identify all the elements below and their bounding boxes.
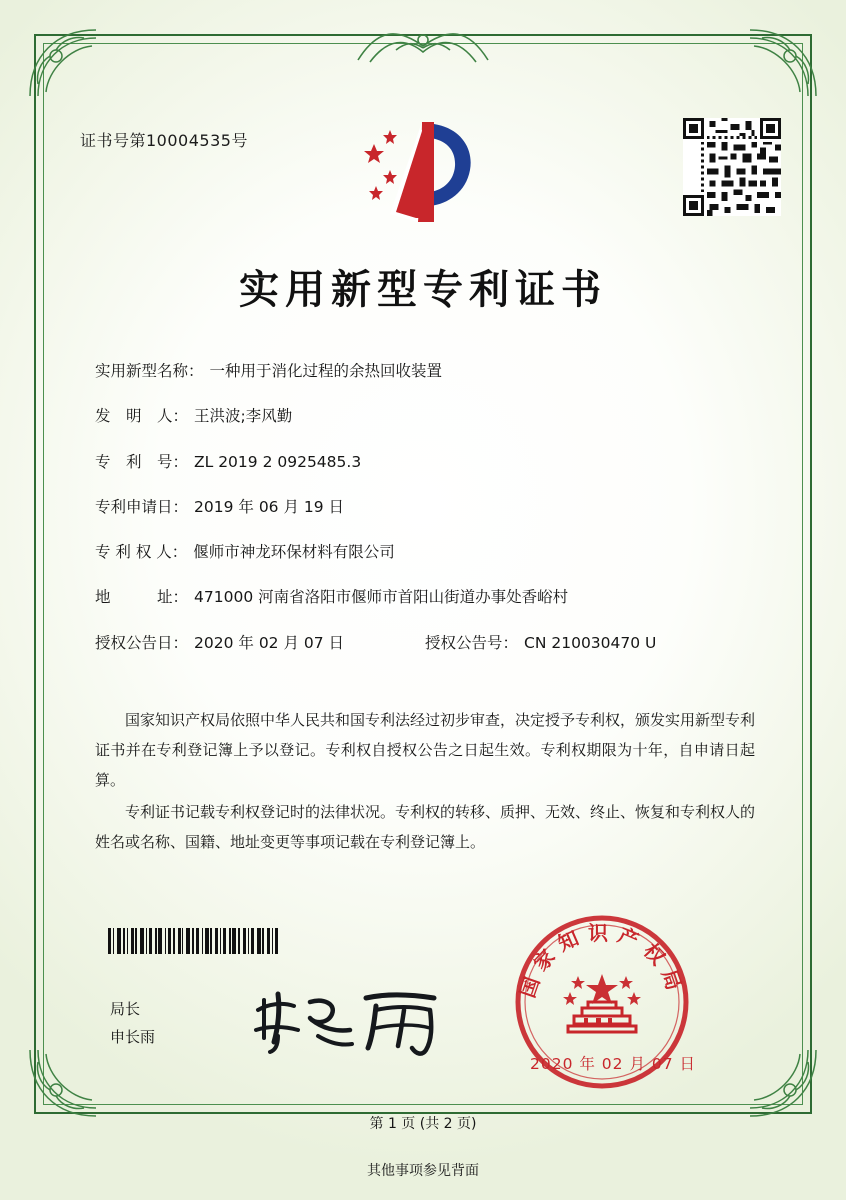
field-value: 471000 河南省洛阳市偃师市首阳山街道办事处香峪村	[194, 588, 569, 607]
field-label: 实用新型名称：	[95, 362, 204, 380]
director-name: 申长雨	[110, 1028, 156, 1046]
grant-date-label: 授权公告日：	[95, 633, 189, 652]
seal-date: 2020 年 02 月 07 日	[530, 1055, 697, 1073]
qr-code	[683, 118, 781, 216]
certificate-number: 证书号第10004535号	[80, 131, 248, 150]
field-value: 一种用于消化过程的余热回收装置	[209, 362, 443, 380]
page-title: 实用新型专利证书	[239, 267, 607, 313]
svg-text:国家知识产权局: 国家知识产权局	[515, 921, 689, 1001]
barcode	[108, 928, 336, 954]
field-inventor	[95, 405, 755, 428]
grant-number-value: CN 210030470 U	[524, 633, 657, 652]
field-list	[95, 360, 755, 677]
legal-text-block	[95, 705, 755, 859]
field-address	[95, 586, 755, 609]
field-label: 专利申请日：	[95, 497, 189, 516]
field-label: 专 利 权 人：	[95, 543, 188, 561]
legal-paragraph-1: 国家知识产权局依照中华人民共和国专利法经过初步审查，决定授予专利权，颁发实用新型专利证书并在专利登记簿上予以登记。专利权自授权公告之日起生效。专利权期限为十年，自申请日起算。	[95, 711, 756, 789]
page-number: 第 1 页 (共 2 页)	[369, 1116, 477, 1132]
field-patent-number	[95, 451, 755, 474]
cnipa-logo-icon	[360, 118, 480, 228]
field-value: 偃师市神龙环保材料有限公司	[193, 543, 395, 561]
top-ornament-decoration	[348, 20, 498, 72]
grant-date-value: 2020 年 02 月 07 日	[194, 633, 345, 652]
back-side-note: 其他事项参见背面	[367, 1163, 479, 1179]
field-label: 专 利 号：	[95, 452, 189, 471]
field-value: ZL 2019 2 0925485.3	[194, 452, 362, 471]
field-label: 地 址：	[95, 588, 189, 607]
field-application-date	[95, 496, 755, 519]
director-label: 局长	[110, 1000, 141, 1018]
legal-paragraph-2: 专利证书记载专利权登记时的法律状况。专利权的转移、质押、无效、终止、恢复和专利权人的姓名或名称、国籍、地址变更等事项记载在专利登记簿上。	[95, 803, 756, 851]
field-utility-model-name	[95, 360, 755, 383]
handwritten-signature	[248, 980, 458, 1060]
grant-number-label: 授权公告号：	[425, 633, 519, 652]
field-value: 2019 年 06 月 19 日	[194, 497, 345, 516]
field-grant-announcement	[95, 632, 755, 655]
field-patentee	[95, 541, 755, 564]
field-value: 王洪波;李风勤	[194, 407, 293, 426]
field-label: 发 明 人：	[95, 407, 189, 426]
